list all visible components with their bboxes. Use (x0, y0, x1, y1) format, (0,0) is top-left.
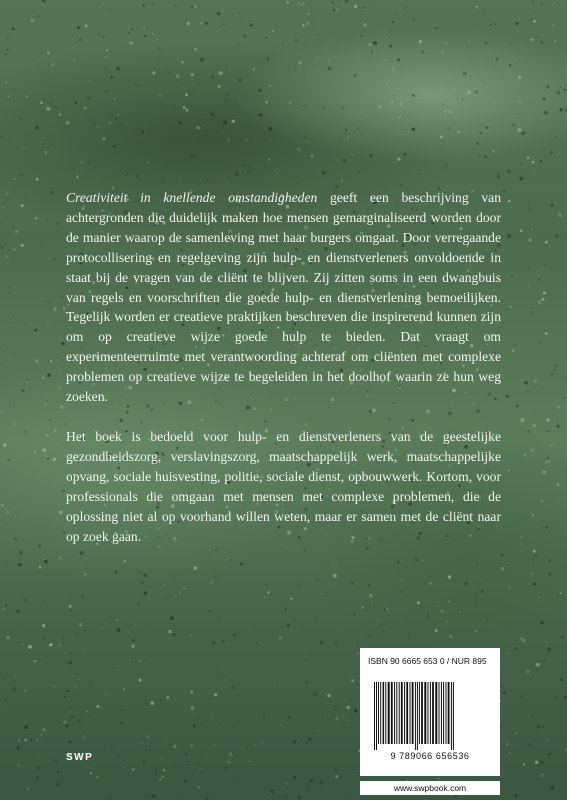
blurb-paragraph-1 (66, 188, 501, 407)
barcode-icon (372, 682, 488, 750)
barcode-digits: 9 789066 656536 (390, 751, 470, 761)
blurb-text (66, 188, 501, 546)
isbn-label: ISBN 90 6665 653 0 / NUR 895 (368, 656, 487, 666)
blurb-paragraph-1-text: geeft een beschrijving van achtergronden die duidelijk maken hoe mensen gemarginaliseerd worden door de manier waarop de samenleving met haar burgers omgaat. Door verregaande protocollisering en regelgeving zijn hulp- en dienstverleners onvoldoende in staat bij de vragen van de cliënt te blijven. Zij zitten soms in een dwangbuis van regels en voorschriften die goede hulp- en dienstverlening bemoeilijken. Tegelijk worden er creatieve praktijken beschreven die inspirerend kunnen zijn om op creatieve wijze goede hulp te bieden. Dat vraagt om experimenteerruimte met verantwoording achteraf om cliënten met complexe problemen op creatieve wijze te begeleiden in het doolhof waarin ze hun weg zoeken. (66, 190, 501, 405)
publisher-logo: SWP (66, 752, 94, 763)
book-title-italic: Creativiteit in knellende omstandigheden (66, 190, 318, 205)
publisher-website: www.swpbook.com (360, 781, 500, 795)
isbn-barcode-panel (360, 648, 500, 776)
blurb-paragraph-2: Het boek is bedoeld voor hulp- en dienstverleners van de geestelijke gezondheidszorg, verslavingszorg, maatschappelijk werk, maatschappelijke opvang, sociale huisvesting, politie, sociale dienst, opbouwwerk. Kortom, voor professionals die omgaan met mensen met complexe problemen, die de oplossing niet al op voorhand willen weten, maar er samen met de cliënt naar op zoek gaan. (66, 428, 501, 544)
